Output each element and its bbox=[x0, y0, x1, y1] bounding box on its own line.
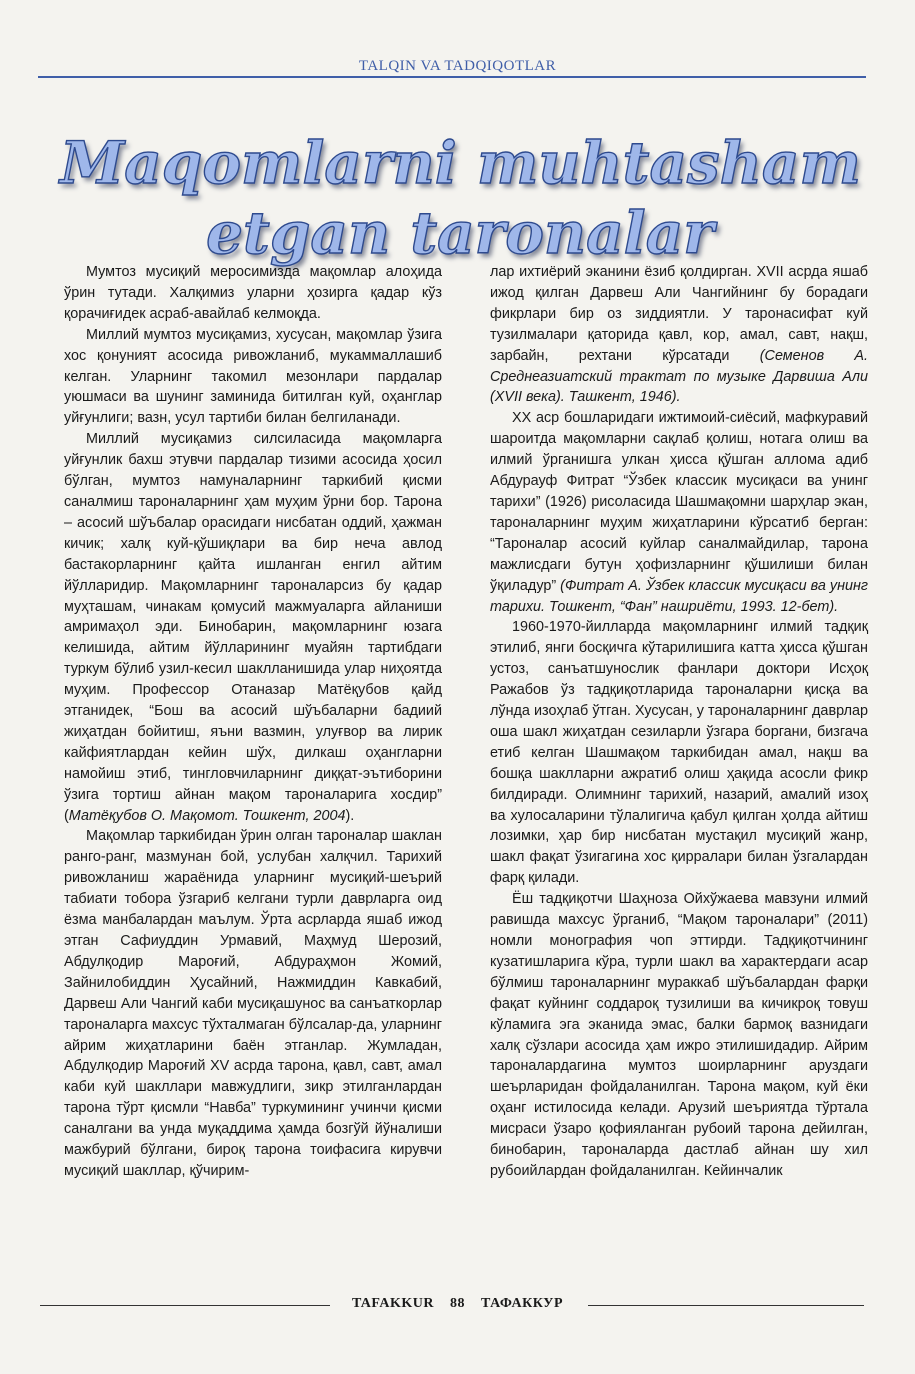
paragraph bbox=[490, 408, 868, 617]
paragraph: Мумтоз мусиқий меросимизда мақомлар алоҳида ўрин тутади. Халқимиз уларни ҳозирга қадар кўз қорачиғидек асраб-авайлаб келмоқда. bbox=[64, 264, 442, 322]
paragraph-text: ). bbox=[345, 807, 355, 824]
paragraph bbox=[64, 429, 442, 826]
article-title bbox=[60, 128, 860, 268]
article-body bbox=[64, 262, 868, 1182]
right-column bbox=[490, 262, 868, 1182]
header-rule bbox=[38, 76, 866, 78]
page-number: 88 bbox=[450, 1296, 466, 1311]
section-label bbox=[0, 58, 915, 75]
title-line-2: etgan taronalar bbox=[206, 199, 714, 267]
footer-magazine-latin: TAFAKKUR bbox=[351, 1296, 435, 1311]
paragraph: Миллий мумтоз мусиқамиз, хусусан, мақомлар ўзига хос қонуният асосида ривожланиб, мукаммаллашиб келган. Уларнинг такомил мезонлари пардалар уюшмаси ва шунинг заминида битилган куй, оҳанглар уйғунлиги; вазн, усул тартиби билан белгиланади. bbox=[64, 326, 442, 427]
title-line-1: Maqomlarni muhtasham bbox=[60, 129, 861, 197]
paragraph-text: Миллий мусиқамиз силсиласида мақомларга уйғунлик бахш этувчи пардалар тизими асосида ҳосил бўлган, мумтоз намуналарнинг таркибий қисми саналмиш тароналарнинг ҳам муҳим ўрни бор. Тарона – асосий шўъбалар орасидаги нисбатан оддий, ҳажман кичик; халқ куй-қўшиқлари ва бир неча авлод бастакорларнинг қайта ишланган енгил айтим йўлларидир. Мақомларнинг тароналарсиз бу қадар муҳташам, чинакам қомусий мажмуаларга айланиши амримаҳол эди. Бинобарин, мақомларнинг юзага келишида, айтим йўлларининг муайян тартибдаги туркум бўлиб узил-кесил шаклланишида улар ниҳоятда муҳим. Профессор Отаназар Матёқубов қайд этганидек, “Бош ва асосий шўъбаларни бадиий жиҳатдан бойитиш, яъни вазмин, улуғвор ва лирик кайфиятлардан кейин шўх, дилкаш оҳангларни намойиш этиб, тингловчиларнинг диққат-эътиборини ўзига тортиш айнан мақом тароналарига хосдир” ( bbox=[64, 431, 442, 824]
citation: (Фитрат А. Ўзбек классик мусиқаси ва унинг тарихи. Тошкент, “Фан” нашриёти, 1993. 12-бет). bbox=[490, 577, 869, 615]
citation: (Семенов А. Среднеазиатский трактат по музыке Дарвиша Али (XVII века). Ташкент, 1946). bbox=[490, 347, 868, 406]
footer-magazine-cyrillic: ТАФАККУР bbox=[481, 1296, 564, 1311]
paragraph: Мақомлар таркибидан ўрин олган тароналар шаклан ранго-ранг, мазмунан бой, услубан халқчил. Тарихий ривожланиш жараёнида уларнинг мусиқий-шеърий табиати тобора ўзгариб келгани турли даврларга оид ёзма манбалардан маълум. Ўрта асрларда яшаб ижод этган Сафиуддин Урмавий, Маҳмуд Шерозий, Абдулқодир Мароғий, Абдураҳмон Жомий, Зайнилобиддин Ҳусайний, Нажмиддин Кавкабий, Дарвеш Али Чангий каби мусиқашунос ва санъаткорлар тароналарга махсус тўхталмаган бўлсалар-да, уларнинг айрим жиҳатларини баён этганлар. Жумладан, Абдулқодир Мароғий XV асрда тарона, қавл, савт, амал каби куй шакллари мавжудлиги, зикр этилганлардан тарона тўрт қисмли “Навба” туркумининг учинчи қисми саналгани ва унда муқаддима ҳамда бозгўй йўналиши мажбурий бўлгани, бироқ тарона тоифасига кирувчи мусиқий шакллар, қўчирим- bbox=[64, 828, 442, 1179]
left-column bbox=[64, 262, 442, 1182]
paragraph-text: лар ихтиёрий эканини ёзиб қолдирган. XVII асрда яшаб ижод қилган Дарвеш Али Чангийнинг бу борадаги фикрлари бир оз зиддиятли. У таронасифат куй тузилмалари қаторида қавл, кор, амал, савт, нақш, зарбайн, рехтани кўрсатади bbox=[490, 264, 868, 364]
paragraph: 1960-1970-йилларда мақомларнинг илмий тадқиқ этилиб, янги босқичга кўтарилишига катта ҳисса қўшган устоз, санъатшунослик фанлари доктори Исҳоқ Ражабов ўз тадқиқотларида тароналарни қисқа ва лўнда изоҳлаб ўтган. Хусусан, у тароналарнинг даврлар оша шакл жиҳатдан сезиларли ўзгара боргани, бизгача етиб келган Шашмақом таркибидан амал, нақш ва бошқа шаклларни ажратиб олиш ҳақида асосли фикр билдиради. Олимнинг тарихий, назарий, амалий изоҳ ва хулосаларини тўлалигича қабул қилган ҳолда айтиш лозимки, ҳар бир нисбатан мустақил мусиқий жанр, шакл фақат ўзигагина хос қирралари билан ўзгалардан фарқ қилади. bbox=[490, 619, 868, 887]
page-footer bbox=[0, 1296, 915, 1312]
paragraph-text: XX аср бошларидаги ижтимоий-сиёсий, мафкуравий шароитда мақомларни сақлаб қолиш, нотага олиш ва илмий ўрганишга улкан ҳисса қўшган аллома адиб Абдурауф Фитрат “Ўзбек классик мусиқаси ва унинг тарихи” (1926) рисоласида Шашмақомни шарҳлар экан, тароналарнинг муҳим жиҳатларини кўрсатиб берган: “Тароналар асосий куйлар саналмайдилар, тарона мажлисдаги бутун ҳофизларнинг қўшилиши билан ўқиладур” bbox=[490, 410, 868, 594]
section-label-text: TALQIN VA TADQIQOTLAR bbox=[349, 58, 566, 74]
paragraph: Ёш тадқиқотчи Шаҳноза Ойхўжаева мавзуни илмий равишда махсус ўрганиб, “Мақом тароналари” (2011) номли монография чоп эттирди. Тадқиқотчининг кузатишларига кўра, турли шакл ва характердаги асар бўлмиш тароналарнинг мураккаб шўъбалардан фарқи фақат куйнинг соддароқ тузилиши ва кичикроқ товуш кўламига эга эканида эмас, балки бармоқ вазнидаги халқ сўзлари асосида ҳам ижро этилишидадир. Айрим тароналардагина мумтоз шоирларнинг аруздаги шеърларидан фойдаланилган. Тарона мақом, куй ёки оҳанг истилосида келади. Арузий шеъриятда тўртала мисраси ўзаро қофияланган рубоий тарона дейилган, бинобарин, тароналарда дастлаб айнан шу хил рубоийлардан фойдаланилган. Кейинчалик bbox=[490, 891, 868, 1179]
citation: Матёқубов О. Мақомот. Тошкент, 2004 bbox=[68, 807, 346, 824]
paragraph bbox=[490, 262, 868, 408]
